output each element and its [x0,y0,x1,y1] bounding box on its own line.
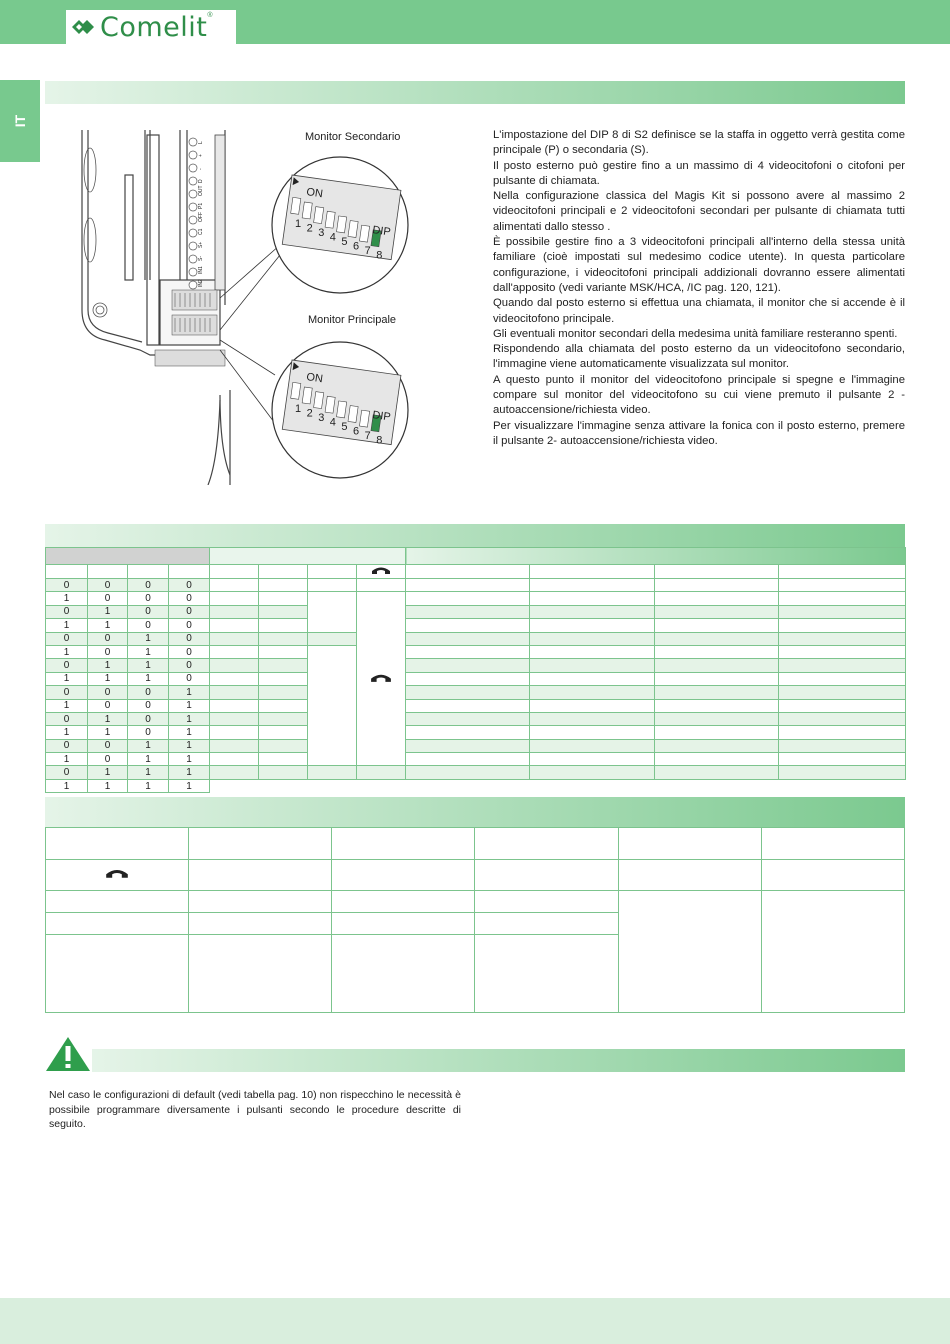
table-cell [259,579,308,592]
table-row [46,672,906,685]
terminal-label: + [198,154,204,157]
table-cell [210,632,259,645]
table-cell [530,726,655,739]
dip-switch-cell: 1 [128,672,169,685]
body-paragraph: A questo punto il monitor del videocitofono principale si spegne e l'immagine compare sul monitor del videocitofono su cui viene premuto il pulsante 2 - autoaccensione/richiesta video. [493,373,905,417]
dip-switch-cell: 0 [46,766,88,779]
subheader-cell [88,565,128,579]
table-cell [46,828,189,860]
dip-switch-number: 2 [306,222,313,235]
dip-switch-cell: 0 [128,605,169,618]
dip-switch-number: 5 [341,236,348,248]
table-cell [530,686,655,699]
table-row [46,828,905,860]
table-cell [761,860,904,891]
dip-switch-cell: 0 [88,579,128,592]
terminal-label: D [198,179,204,183]
table-cell [655,712,779,725]
header-mode-group [210,548,406,565]
dip-switch-cell: 1 [88,726,128,739]
terminal-label: P1 [198,202,204,209]
table-row [46,619,906,632]
table-row [46,739,906,752]
dip-switch-cell: 1 [88,605,128,618]
body-text [493,128,905,449]
table-cell [189,828,332,860]
table-row [46,645,906,658]
table-cell [332,935,475,1013]
brand-reg-mark: ® [207,12,213,19]
subheader-cell [169,565,210,579]
dip-switch-number: 1 [295,218,302,230]
dip-switch-cell: 0 [128,686,169,699]
table-cell [210,686,259,699]
table-cell [618,891,761,1013]
table-cell [655,739,779,752]
table-cell [210,712,259,725]
table-cell [655,726,779,739]
dip-switch-number: 8 [376,249,383,262]
table-cell [530,659,655,672]
dip-switch-cell: 0 [128,726,169,739]
table-cell [779,739,906,752]
table-cell [46,891,189,913]
dip-label-secondary: DIP [371,224,392,239]
brand-name: Comelit [100,11,208,43]
table-row [46,753,906,766]
table-cell [779,753,906,766]
dip-switch-cell: 0 [169,632,210,645]
table-cell [259,619,308,632]
dip-switch-cell: 1 [169,739,210,752]
table-cell [259,645,308,658]
table-cell [332,913,475,935]
table-cell [530,605,655,618]
table-cell [406,659,530,672]
subheader-cell [779,565,906,579]
dip-switch-cell: 1 [46,699,88,712]
table-cell [406,619,530,632]
wiring-diagram [80,130,410,485]
table-cell [259,605,308,618]
dip-switch-cell: 1 [88,619,128,632]
warning-icon [45,1036,91,1077]
table-cell [779,619,906,632]
table-cell [259,659,308,672]
table-cell [779,699,906,712]
dip-switch-cell: 0 [46,659,88,672]
table-cell [530,712,655,725]
dip-switch-cell: 1 [169,686,210,699]
body-paragraph: Rispondendo alla chiamata del posto esterno da un videocitofono secondario, l'immagine viene automaticamente visualizzata sul monitor. [493,343,905,371]
header-function-group [406,548,906,565]
dip-switch-cell: 0 [46,605,88,618]
table-subheader-row [46,565,906,579]
table-cell [475,828,618,860]
table-cell [259,592,308,605]
table-cell [655,592,779,605]
merged-cell [308,645,357,766]
terminal-label: OFF [198,212,204,222]
table-cell [210,645,259,658]
table-cell [761,891,904,1013]
table-row [46,632,906,645]
terminal-label: IN2 [198,279,204,287]
dip-switch-cell: 1 [46,726,88,739]
language-tab-label: IT [11,114,28,128]
table-cell [210,605,259,618]
dip-switch-cell: 1 [169,699,210,712]
table-cell [530,753,655,766]
table-cell [530,632,655,645]
table-cell [655,686,779,699]
brand-logo [66,10,236,44]
table-cell [210,739,259,752]
table-cell [308,632,357,645]
dip-switch-cell: 1 [128,753,169,766]
table-cell [189,860,332,891]
table-cell [189,891,332,913]
subheader-cell [259,565,308,579]
dip-switch-cell: 1 [128,779,169,792]
empty-cell [210,779,906,792]
dip-config-table [45,547,906,793]
table-cell [475,891,618,913]
table-cell [332,860,475,891]
table-cell [259,699,308,712]
table-cell [210,672,259,685]
table-cell [259,632,308,645]
dip-switch-cell: 1 [169,726,210,739]
dip-switch-cell: 0 [88,753,128,766]
dip-switch-cell: 0 [88,645,128,658]
dip-switch-cell: 1 [169,779,210,792]
table-cell [530,592,655,605]
label-monitor-secondary: Monitor Secondario [305,131,401,143]
table-row [46,860,905,891]
label-monitor-primary: Monitor Principale [308,314,397,326]
table-cell [475,860,618,891]
dip-switch-cell: 1 [88,659,128,672]
dip-switch-cell: 0 [169,592,210,605]
footer-bar [0,1298,950,1344]
table-cell [530,672,655,685]
table-cell [406,766,530,779]
table-cell [406,712,530,725]
table-row [46,699,906,712]
table-cell [618,860,761,891]
table-cell [189,913,332,935]
table-cell [46,935,189,1013]
table-cell [308,579,357,592]
dip-switch-cell: 1 [128,739,169,752]
language-tab [0,80,40,162]
dip-switch-number: 2 [306,407,313,420]
dip-switch-cell: 1 [169,753,210,766]
table-cell [779,592,906,605]
dip-switch-number: 1 [295,403,302,415]
table-row [46,605,906,618]
table-cell [655,619,779,632]
subheader-cell [308,565,357,579]
dip-switch-number: 7 [364,430,371,442]
table-cell [530,579,655,592]
table-row [46,712,906,725]
dip-switch-cell: 0 [88,739,128,752]
table-cell [779,766,906,779]
dip-switch-cell: 0 [88,592,128,605]
table-cell [406,592,530,605]
table-cell [618,828,761,860]
dip-switch-number: 6 [353,425,360,438]
body-paragraph: Per visualizzare l'immagine senza attivare la fonica con il posto esterno, premere il pulsante 2- autoaccensione/richiesta video. [493,419,905,447]
dip-on-label-secondary: ON [305,186,324,201]
dip-label-primary: DIP [371,409,392,424]
table-row [46,592,906,605]
dip-switch-number: 3 [318,412,325,424]
table-cell [655,645,779,658]
dip-switch-cell: 0 [128,712,169,725]
dip-switch-cell: 1 [169,766,210,779]
table-row [46,726,906,739]
dip-switch-number: 7 [364,245,371,257]
dip-switch-cell: 1 [169,712,210,725]
dip-switch-cell: 1 [46,779,88,792]
table-cell [779,686,906,699]
dip-switch-cell: 1 [46,619,88,632]
subheader-cell [655,565,779,579]
body-paragraph: Nella configurazione classica del Magis Kit si possono avere al massimo 2 videocitofoni principali e 2 videocitofoni secondari per pulsante di chiamata tutti alimentati dallo stesso . [493,190,905,233]
table-cell [406,579,530,592]
table-cell [259,739,308,752]
table-cell [761,828,904,860]
table-cell [779,659,906,672]
table-title-bar [45,524,905,547]
dip-switch-cell: 0 [46,712,88,725]
table-cell [308,766,357,779]
subheader-cell [530,565,655,579]
table-cell [655,605,779,618]
table-cell [655,753,779,766]
dip-switch-cell: 0 [169,619,210,632]
dip-switch-cell: 0 [169,672,210,685]
table-cell [475,935,618,1013]
note-text: Nel caso le configurazioni di default (vedi tabella pag. 10) non rispecchino le necessità è possibile programmare diversamente i pulsanti secondo le procedure descritte di seguito. [49,1089,461,1131]
table-cell [210,766,259,779]
table-cell [406,672,530,685]
dip-switch-cell: 0 [128,699,169,712]
table-cell [332,828,475,860]
table-cell [259,712,308,725]
table-cell [406,699,530,712]
table-cell [779,726,906,739]
table-cell [210,699,259,712]
dip-switch-cell: 0 [46,632,88,645]
dip-switch-cell: 1 [128,645,169,658]
dip-switch-cell: 1 [46,753,88,766]
table-cell [210,659,259,672]
table-row [46,579,906,592]
dip-switch-cell: 1 [46,645,88,658]
table-cell [655,632,779,645]
table-cell [655,659,779,672]
dip-switch-cell: 0 [46,686,88,699]
table-cell [259,753,308,766]
terminal-label: S+ [198,241,204,248]
table-cell [210,753,259,766]
table-row [46,659,906,672]
table-cell [655,766,779,779]
table-cell [779,632,906,645]
table-cell [475,913,618,935]
table-cell [530,619,655,632]
dip-switch-cell: 0 [169,605,210,618]
dip-switch-cell: 1 [88,779,128,792]
subheader-cell [46,565,88,579]
dip-switch-cell: 0 [169,659,210,672]
subheader-cell [128,565,169,579]
table-row [46,686,906,699]
table-cell [406,686,530,699]
table-row [46,779,906,792]
dip-switch-cell: 1 [88,766,128,779]
terminal-label: - [198,168,204,170]
table-cell [406,645,530,658]
table-cell [332,891,475,913]
dip-switch-cell: 0 [128,619,169,632]
table-cell [406,726,530,739]
dip-switch-cell: 1 [128,632,169,645]
terminal-label: L [198,141,204,144]
table-cell [655,579,779,592]
table-cell [210,592,259,605]
dip-switch-cell: 1 [88,672,128,685]
table-cell [530,645,655,658]
table-cell [210,579,259,592]
dip-switch-cell: 0 [128,579,169,592]
dip-switch-number: 8 [376,434,383,447]
subheader-cell [406,565,530,579]
body-paragraph: Il posto esterno può gestire fino a un massimo di 4 videocitofoni o citofoni per pulsante di chiamata. [493,159,905,187]
dip-on-label-primary: ON [305,371,324,386]
dip-switch-cell: 1 [128,766,169,779]
terminal-label: IN1 [198,266,204,274]
phone-handset-icon [46,860,189,891]
table-cell [210,726,259,739]
section-title-bar [45,81,905,104]
table-cell [406,605,530,618]
table-cell [779,579,906,592]
table-cell [779,712,906,725]
table-cell [779,672,906,685]
dip-switch-cell: 0 [88,699,128,712]
table-cell [357,579,406,592]
table-cell [406,632,530,645]
table-cell [530,699,655,712]
table-cell [259,672,308,685]
table-cell [779,645,906,658]
dip-switch-cell: 1 [46,672,88,685]
dip-switch-cell: 1 [128,659,169,672]
phone-handset-icon [357,592,406,766]
dip-switch-cell: 0 [88,686,128,699]
dip-switch-number: 3 [318,227,325,239]
table-cell [530,739,655,752]
subheader-cell [210,565,259,579]
dip-switch-cell: 0 [46,739,88,752]
dip-switch-number: 4 [329,231,336,244]
table-cell [189,935,332,1013]
lower-table [45,827,905,1013]
lower-table-title-bar [45,797,905,827]
body-paragraph: Quando dal posto esterno si effettua una chiamata, il monitor che si accende è il videocitofono principale. [493,297,905,325]
dip-switch-cell: 0 [46,579,88,592]
table-cell [259,686,308,699]
table-cell [530,766,655,779]
body-paragraph: L'impostazione del DIP 8 di S2 definisce se la staffa in oggetto verrà gestita come principale (P) o secondaria (S). [493,129,905,157]
note-title-bar [92,1049,905,1072]
dip-switch-cell: 1 [46,592,88,605]
body-paragraph: È possibile gestire fino a 3 videocitofoni principali all'interno della stessa unità familiare (cioè impostati sul medesimo codice utente). In questa particolare configurazione, i videocitofoni principali addizionali dovranno essere alimentati dall'apposito (vedi variante MSK/HCA, /IC pag. 120, 121). [493,236,905,294]
body-paragraph: Gli eventuali monitor secondari della medesima unità familiare resteranno spenti. [493,327,898,340]
table-cell [210,619,259,632]
terminal-label: OUT [198,185,204,196]
dip-switch-cell: 1 [88,712,128,725]
dip-switch-number: 6 [353,240,360,253]
dip-switch-cell: 0 [128,592,169,605]
table-cell [46,913,189,935]
dip-switch-cell: 0 [169,645,210,658]
table-cell [655,699,779,712]
phone-handset-icon [357,565,406,579]
dip-switch-number: 4 [329,416,336,429]
table-cell [259,766,308,779]
table-row [46,766,906,779]
dip-switch-cell: 0 [169,579,210,592]
terminal-label: C1 [198,228,204,235]
table-cell [406,753,530,766]
dip-switch-cell: 0 [88,632,128,645]
table-header-row [46,548,906,565]
table-cell [655,672,779,685]
dip-switch-number: 5 [341,421,348,433]
table-cell [406,739,530,752]
merged-cell [308,592,357,632]
table-cell [779,605,906,618]
table-cell [259,726,308,739]
table-row [46,891,905,913]
comelit-logo-icon [70,15,98,39]
terminal-label: S- [198,256,204,261]
header-dip-group [46,548,210,565]
table-cell [357,766,406,779]
